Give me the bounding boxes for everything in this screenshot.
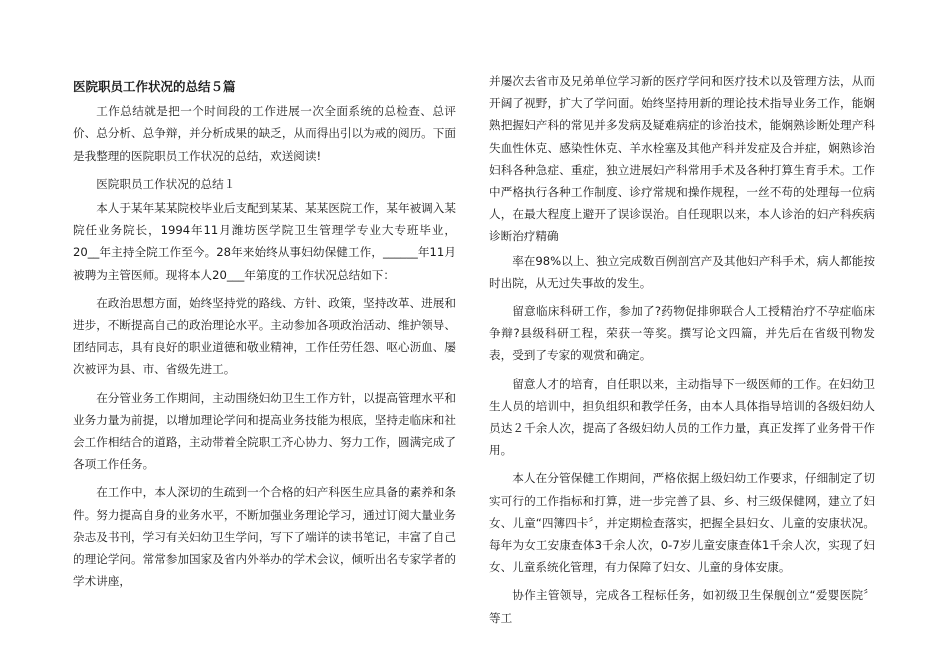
paragraph-continued: 并屡次去省市及兄弟单位学习新的医疗学问和医疗技术以及管理方法，从而开阔了视野，扩大了学问面。始终坚持用新的理论技术指导业务工作，能娴熟把握妇产科的常见并多发病及疑难病症的诊治技术，能娴熟诊断处理产科失血性休克、感染性休克、羊水栓塞及其他产科并发症及合并症，娴熟诊治妇科各种急症、重症，独立进展妇产科常用手术及各种打算生育手术。工作中严格执行各种工作制度、诊疗常规和操作规程，一丝不苟的处理每一位病人，在最大程度上避开了误诊误治。自任现职以来，本人诊治的妇产科疾病诊断治疗精确 bbox=[489, 74, 875, 244]
paragraph: 本人在分管保健工作期间，严格依据上级妇幼工作要求，仔细制定了切实可行的工作指标和打算，进一步完善了县、乡、村三级保健网，建立了妇女、儿童“四簿四卡〞，并定期检查落实，把握全县妇女、儿童的安康状况。每年为女工安康查体3千余人次，0-7岁儿童安康查体1千余人次，实现了妇女、儿童系统化管理，有力保障了妇女、儿童的身体安康。 bbox=[489, 471, 875, 575]
paragraph: 在工作中，本人深切的生疏到一个合格的妇产科医生应具备的素养和条件。努力提高自身的业务水平，不断加强业务理论学习，通过订阅大量业务杂志及书刊，学习有关妇幼卫生学问，写下了端详的读书笔记，丰富了自己的理论学问。常常参加国家及省内外举办的学术会议，倾听出名专家学者的学术讲座， bbox=[73, 485, 456, 589]
paragraph: 留意临床科研工作，参加了?药物促排卵联合人工授精治疗不孕症临床争辩?县级科研工程，荣获一等奖。撰写论文四篇，并先后在省级刊物发表，受到了专家的观赏和确定。 bbox=[489, 304, 875, 363]
right-column bbox=[489, 70, 875, 635]
paragraph: 率在98%以上、独立完成数百例剖宫产及其他妇产科手术，病人都能按时出院，从无过失事故的发生。 bbox=[489, 253, 875, 290]
section-heading-1: 医院职员工作状况的总结１ bbox=[96, 176, 236, 191]
paragraph: 在分管业务工作期间，主动围绕妇幼卫生工作方针，以提高管理水平和业务力量为前提，以增加理论学问和提高业务技能为根底，坚持走临床和社会工作相结合的道路，主动带着全院职工齐心协力、努力工作，圆满完成了各项工作任务。 bbox=[73, 390, 456, 472]
document-title: 医院职员工作状况的总结５篇 bbox=[73, 79, 236, 94]
paragraph-intro: 工作总结就是把一个时间段的工作进展一次全面系统的总检查、总评价、总分析、总争辩，并分析成果的缺乏，从而得出引以为戒的阅历。下面是我整理的医院职员工作状况的总结，欢送阅读! bbox=[73, 104, 456, 163]
paragraph: 在政治思想方面，始终坚持党的路线、方针、政策，坚持改革、进展和进步，不断提高自己的政治理论水平。主动参加各项政治活动、维护领导、团结同志，具有良好的职业道德和敬业精神，工作任劳任怨、呕心沥血、屡次被评为县、市、省级先进工。 bbox=[73, 295, 456, 377]
paragraph: 协作主管领导，完成各工程标任务，如初级卫生保舰创立“爱婴医院〞等工 bbox=[489, 588, 875, 625]
paragraph: 本人于某年某某院校毕业后支配到某某、某某医院工作，某年被调入某院任业务院长，1994年11月潍坊医学院卫生管理学专业大专班毕业，20__年主持全院工作至今。28年来始终从事妇幼保健工作，______年11月被聘为主管医师。现将本人20___年第度的工作状况总结如下： bbox=[73, 201, 456, 282]
paragraph: 留意人才的培育，自任职以来，主动指导下一级医师的工作。在妇幼卫生人员的培训中，担负组织和教学任务，由本人具体指导培训的各级妇幼人员达２千余人次，提高了各级妇幼人员的工作力量，真正发挥了业务骨干作用。 bbox=[489, 376, 875, 458]
left-column bbox=[73, 70, 456, 598]
